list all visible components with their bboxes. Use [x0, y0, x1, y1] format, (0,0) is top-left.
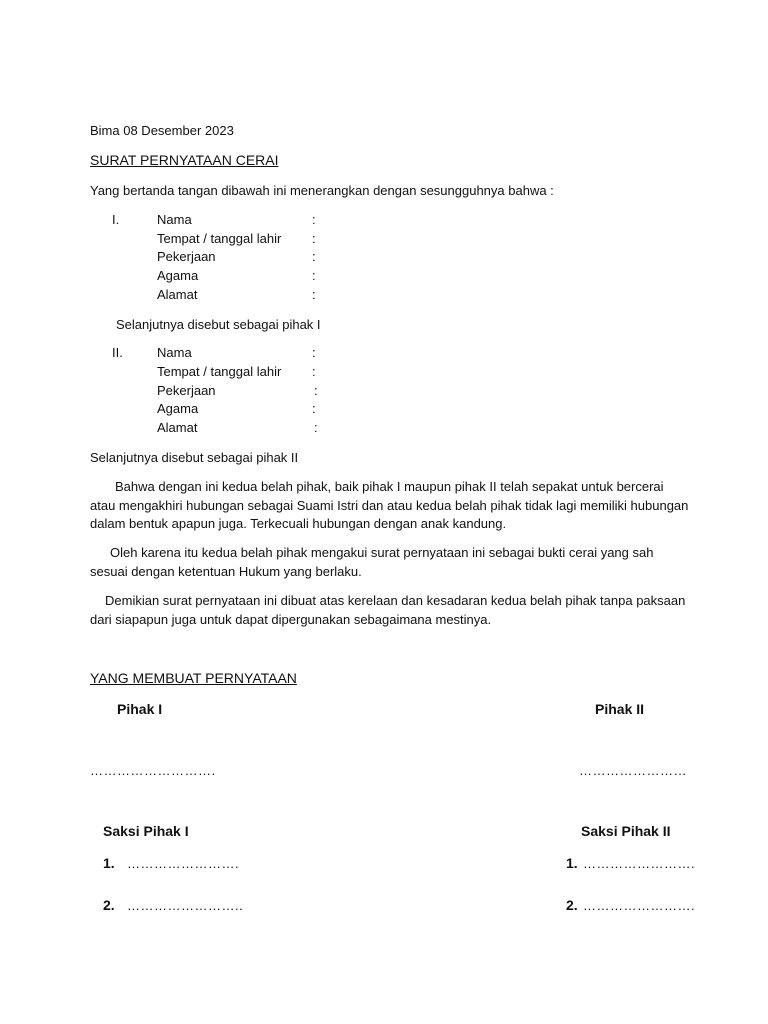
intro-text: Yang bertanda tangan dibawah ini menerangkan dengan sesungguhnya bahwa : [90, 183, 554, 198]
party-2-field-job-colon: : [314, 383, 318, 398]
date-line: Bima 08 Desember 2023 [90, 123, 234, 138]
party-1-field-religion-colon: : [312, 268, 316, 283]
party-1-numeral: I. [112, 212, 120, 227]
party-2-field-religion-colon: : [312, 401, 316, 416]
party-2-field-name-label: Nama [157, 345, 192, 360]
party-1-field-name-label: Nama [157, 212, 192, 227]
body-paragraph-1: Bahwa dengan ini kedua belah pihak, baik pihak I maupun pihak II telah sepakat untuk bercerai atau mengakhiri hubungan sebagai Suami Istri dan atau kedua belah pihak tidak lagi memiliki hubungan dalam bentuk apapun juga. Terkecuali hubungan dengan anak kandung. [90, 479, 689, 531]
pihak-2-signature-line: …………………… [579, 763, 687, 778]
saksi-1-label: Saksi Pihak I [103, 823, 189, 839]
saksi-2-item-1-line: ……………………. [583, 856, 696, 871]
saksi-2-label: Saksi Pihak II [581, 823, 671, 839]
party-1-after-text: Selanjutnya disebut sebagai pihak I [116, 317, 321, 332]
party-1-field-job-label: Pekerjaan [157, 249, 216, 264]
party-1-field-religion-label: Agama [157, 268, 199, 283]
pihak-1-label: Pihak I [117, 701, 163, 717]
party-1-field-birth-colon: : [312, 231, 316, 246]
saksi-1-item-2-number: 2. [103, 897, 115, 913]
party-1-field-job-colon: : [312, 249, 316, 264]
pihak-2-label: Pihak II [595, 701, 645, 717]
party-1-field-birth-label: Tempat / tanggal lahir [157, 231, 282, 246]
party-2-field-name-colon: : [312, 345, 316, 360]
party-2-field-address-label: Alamat [157, 420, 198, 435]
saksi-2-item-2-line: ……………………. [583, 898, 696, 913]
saksi-2-item-2-number: 2. [566, 897, 578, 913]
signatures-heading: YANG MEMBUAT PERNYATAAN [90, 670, 297, 686]
party-2-field-job-label: Pekerjaan [157, 383, 216, 398]
party-2-field-birth-label: Tempat / tanggal lahir [157, 364, 282, 379]
document-title: SURAT PERNYATAAN CERAI [90, 152, 279, 168]
saksi-1-item-1-line: ……………………. [127, 856, 240, 871]
saksi-1-item-2-line: …………………….. [127, 898, 244, 913]
party-2-field-religion-label: Agama [157, 401, 199, 416]
party-1-field-address-colon: : [312, 287, 316, 302]
party-1-field-address-label: Alamat [157, 287, 198, 302]
body-paragraph-2: Oleh karena itu kedua belah pihak mengakui surat pernyataan ini sebagai bukti cerai yang sah sesuai dengan ketentuan Hukum yang berlaku. [90, 545, 654, 579]
party-2-after-text: Selanjutnya disebut sebagai pihak II [90, 450, 299, 465]
saksi-2-item-1-number: 1. [566, 855, 578, 871]
pihak-1-signature-line: ………………………. [90, 763, 216, 778]
saksi-1-item-1-number: 1. [103, 855, 115, 871]
party-1-field-name-colon: : [312, 212, 316, 227]
party-2-numeral: II. [112, 345, 123, 360]
party-2-field-address-colon: : [314, 420, 318, 435]
body-paragraph-3: Demikian surat pernyataan ini dibuat atas kerelaan dan kesadaran kedua belah pihak tanpa paksaan dari siapapun juga untuk dapat dipergunakan sebagaimana mestinya. [90, 593, 686, 627]
party-2-field-birth-colon: : [312, 364, 316, 379]
